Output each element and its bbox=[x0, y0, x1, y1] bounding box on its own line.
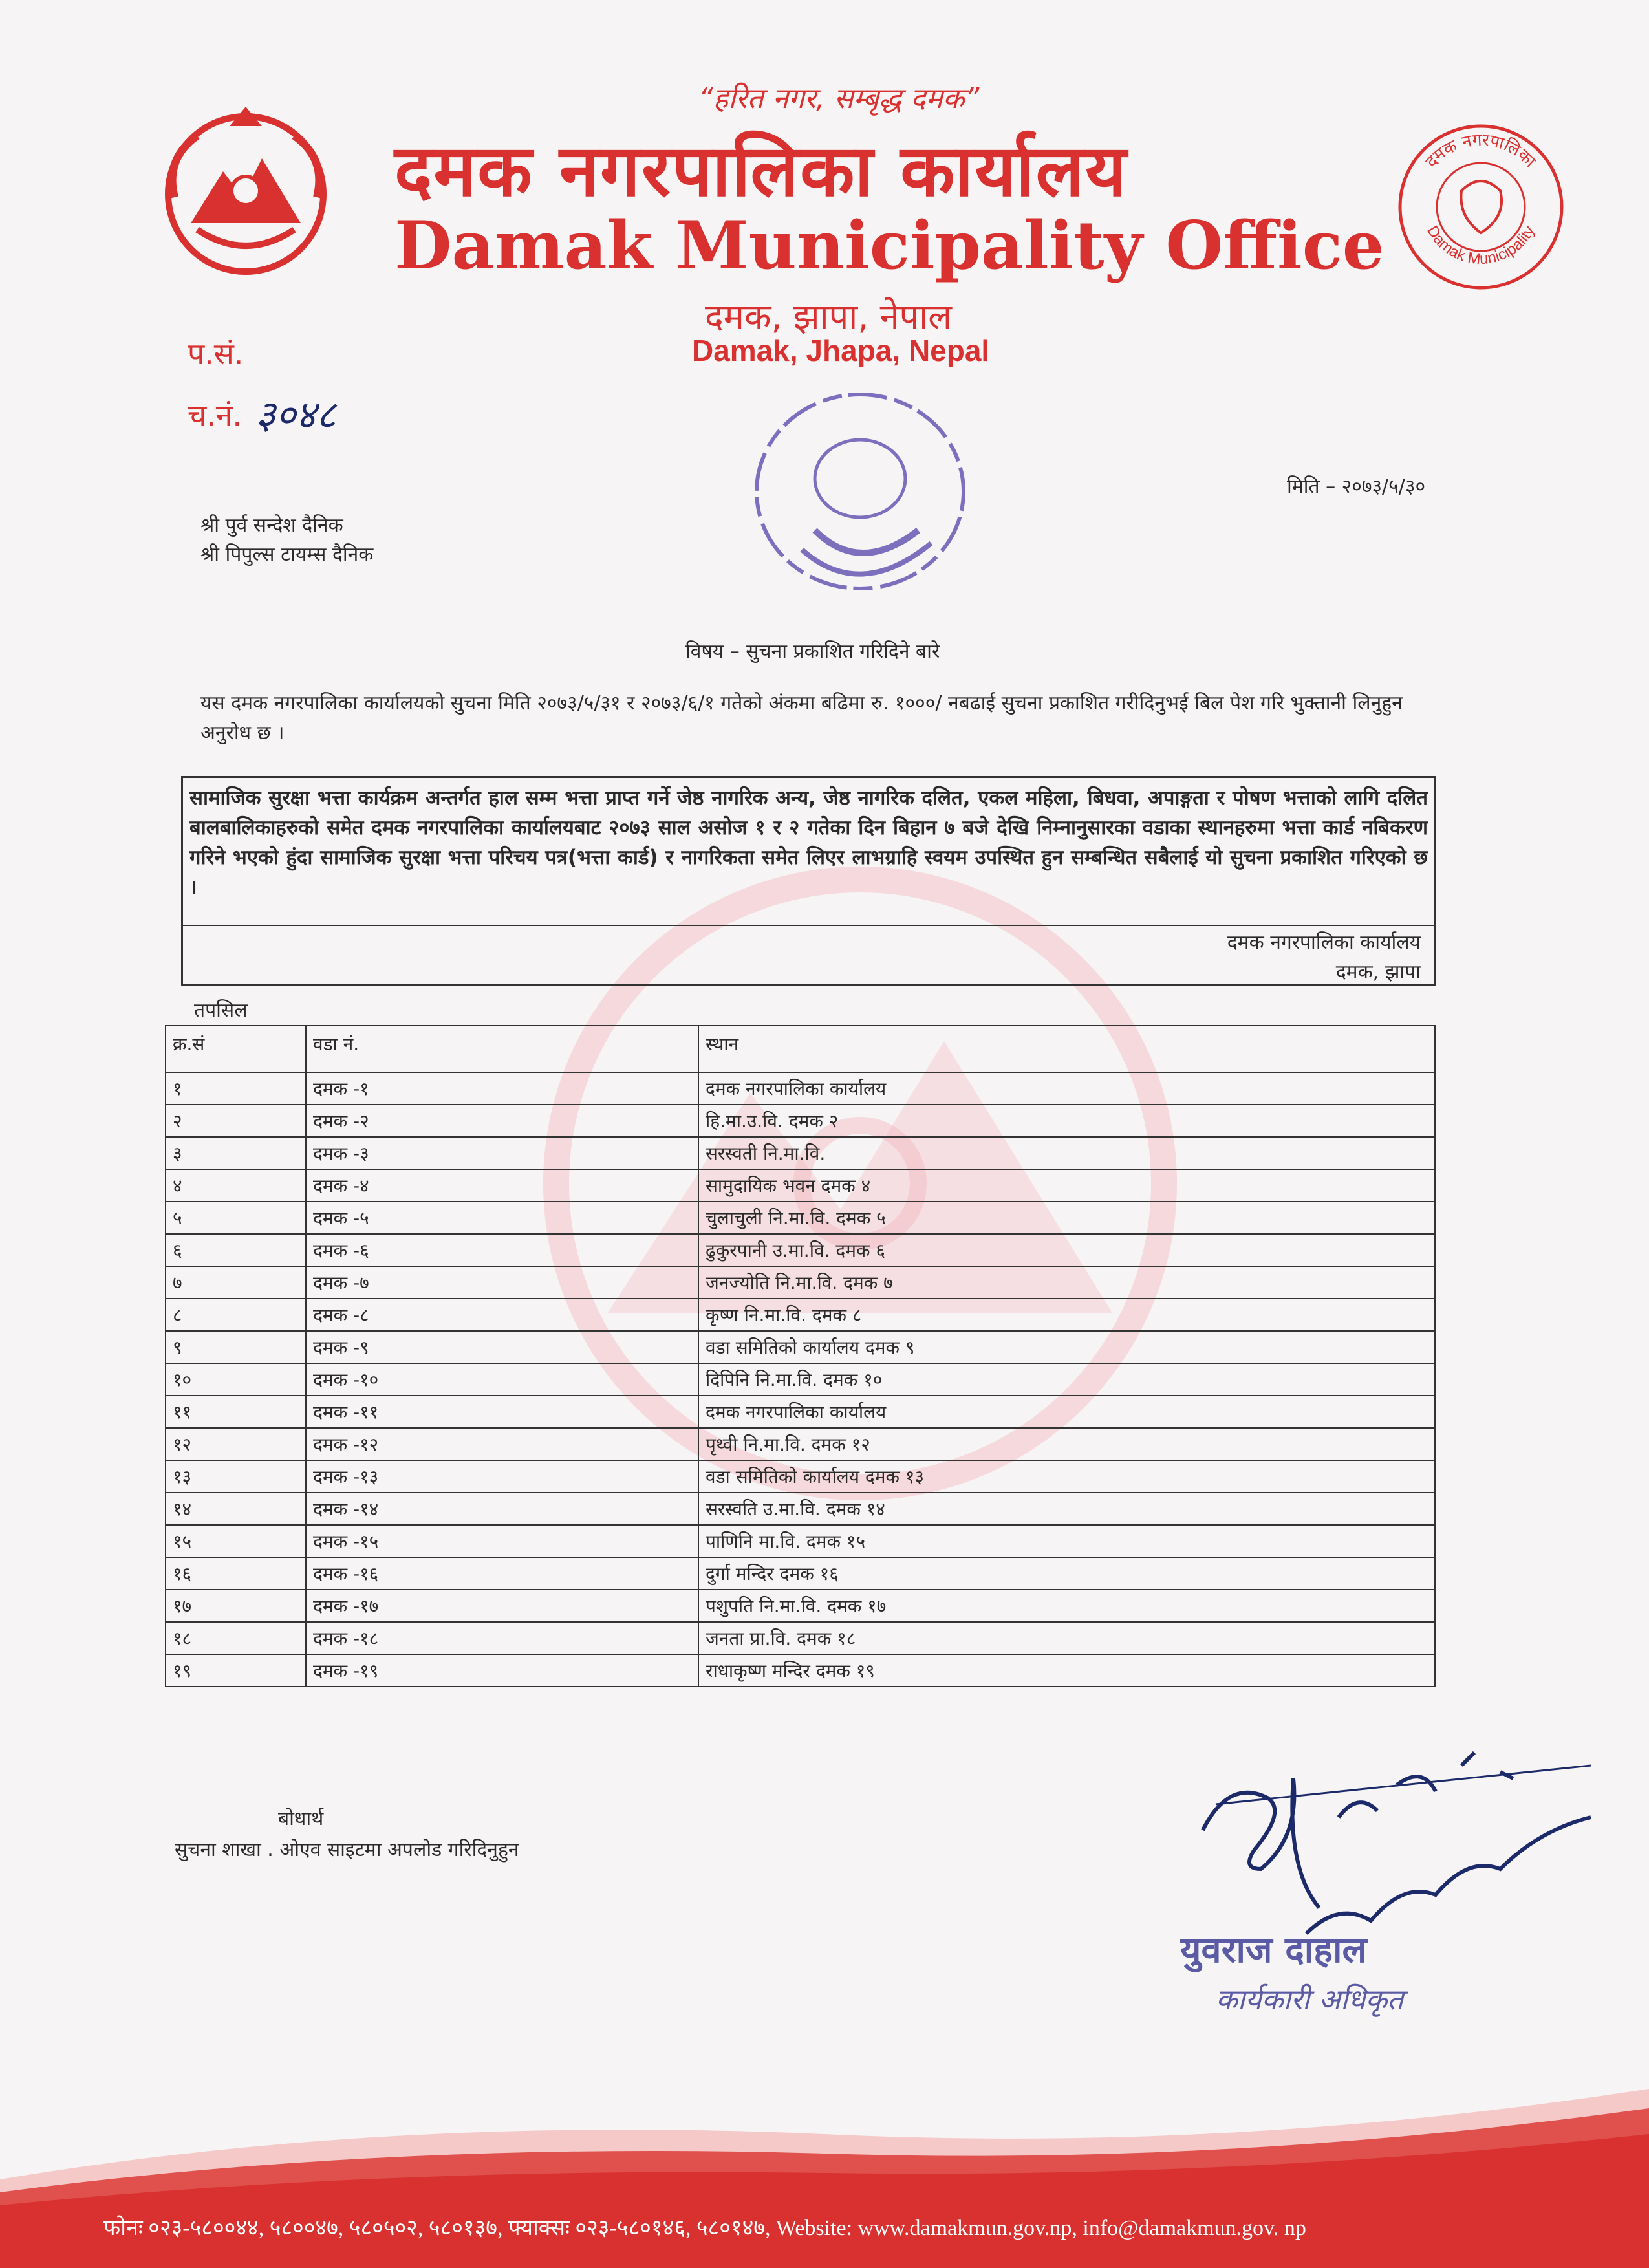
seal-text-top: दमक नगरपालिका bbox=[1421, 130, 1540, 172]
ward-cell: दमक -३ bbox=[306, 1137, 698, 1169]
slogan: “हरित नगर, सम्बृद्ध दमक” bbox=[698, 82, 980, 115]
table-row bbox=[166, 1363, 1435, 1396]
serial-cell: १७ bbox=[166, 1590, 306, 1622]
seal-text-bottom: Damak Municipality bbox=[1423, 222, 1538, 268]
location-cell: सामुदायिक भवन दमक ४ bbox=[698, 1169, 1435, 1202]
table-row bbox=[166, 1137, 1435, 1169]
location-cell: कृष्ण नि.मा.वि. दमक ८ bbox=[698, 1299, 1435, 1331]
location-cell: चुलाचुली नि.मा.वि. दमक ५ bbox=[698, 1202, 1435, 1234]
ward-cell: दमक -११ bbox=[306, 1396, 698, 1428]
letter-date: मिति – २०७३/५/३० bbox=[1287, 475, 1426, 498]
ward-cell: दमक -१९ bbox=[306, 1654, 698, 1687]
notice-text: सामाजिक सुरक्षा भत्ता कार्यक्रम अन्तर्गत हाल सम्म भत्ता प्राप्त गर्ने जेष्ठ नागरिक अन्य, जेष्ठ नागरिक दलित, एकल महिला, बिधवा, अपाङ्गता र पोषण भत्ताको लागि दलित बालबालिकाहरुको समेत दमक नगरपालिका कार्यालयबाट २०७३ साल असोज १ र २ गतेका दिन बिहान ७ बजे देखि निम्नानुसारका वडाका स्थानहरुमा भत्ता कार्ड नबिकरण गरिने भएको हुंदा सामाजिक सुरक्षा भत्ता परिचय पत्र(भत्ता कार्ड) र नागरिकता समेत लिएर लाभग्राहि स्वयम उपस्थित हुन सम्बन्धित सबैलाई यो सुचना प्रकाशित गरिएको छ । bbox=[189, 786, 1428, 899]
serial-cell: ३ bbox=[166, 1137, 306, 1169]
table-row bbox=[166, 1493, 1435, 1525]
location-cell: सरस्वति उ.मा.वि. दमक १४ bbox=[698, 1493, 1435, 1525]
address-nepali: दमक, झापा, नेपाल bbox=[705, 296, 952, 337]
serial-cell: १ bbox=[166, 1072, 306, 1105]
table-row bbox=[166, 1428, 1435, 1460]
public-notice-box bbox=[181, 776, 1436, 986]
table-row bbox=[166, 1460, 1435, 1493]
reference-ps-label: प.सं. bbox=[188, 336, 244, 371]
table-row bbox=[166, 1202, 1435, 1234]
details-label: तपसिल bbox=[194, 999, 248, 1022]
ward-cell: दमक -२ bbox=[306, 1105, 698, 1137]
table-row bbox=[166, 1105, 1435, 1137]
serial-cell: १८ bbox=[166, 1622, 306, 1654]
location-cell: सरस्वती नि.मा.वि. bbox=[698, 1137, 1435, 1169]
serial-cell: ९ bbox=[166, 1331, 306, 1363]
nepal-emblem-icon bbox=[152, 100, 339, 288]
location-cell: पशुपति नि.मा.वि. दमक १७ bbox=[698, 1590, 1435, 1622]
ward-cell: दमक -१३ bbox=[306, 1460, 698, 1493]
location-cell: दुर्गा मन्दिर दमक १६ bbox=[698, 1557, 1435, 1590]
table-row bbox=[166, 1266, 1435, 1299]
ward-cell: दमक -१० bbox=[306, 1363, 698, 1396]
serial-cell: १० bbox=[166, 1363, 306, 1396]
ward-cell: दमक -१५ bbox=[306, 1525, 698, 1557]
notice-place: दमक, झापा bbox=[1335, 961, 1421, 984]
ward-cell: दमक -१८ bbox=[306, 1622, 698, 1654]
office-stamp-icon bbox=[737, 382, 996, 614]
column-header-ward: वडा नं. bbox=[306, 1026, 698, 1072]
notice-issuer: दमक नगरपालिका कार्यालय bbox=[1227, 931, 1421, 954]
cc-label: बोधार्थ bbox=[278, 1808, 324, 1830]
table-header-row bbox=[166, 1026, 1435, 1072]
location-cell: दमक नगरपालिका कार्यालय bbox=[698, 1072, 1435, 1105]
serial-cell: ११ bbox=[166, 1396, 306, 1428]
letter-intro-paragraph: यस दमक नगरपालिका कार्यालयको सुचना मिति २०७३/५/३१ र २०७३/६/१ गतेको अंकमा बढिमा रु. १०००/ नबढाई सुचना प्रकाशित गरीदिनुभई बिल पेश गरि भुक्तानी लिनुहुन अनुरोध छ । bbox=[200, 692, 1403, 744]
ward-cell: दमक -१ bbox=[306, 1072, 698, 1105]
table-row bbox=[166, 1654, 1435, 1687]
location-cell: दिपिनि नि.मा.वि. दमक १० bbox=[698, 1363, 1435, 1396]
office-title-nepali: दमक नगरपालिका कार्यालय bbox=[394, 129, 1128, 212]
serial-cell: ८ bbox=[166, 1299, 306, 1331]
table-row bbox=[166, 1299, 1435, 1331]
location-cell: वडा समितिको कार्यालय दमक ९ bbox=[698, 1331, 1435, 1363]
reference-cn-label: च.नं. bbox=[188, 398, 242, 433]
location-cell: राधाकृष्ण मन्दिर दमक १९ bbox=[698, 1654, 1435, 1687]
signer-title-stamp: कार्यकारी अधिकृत bbox=[1216, 1983, 1404, 2016]
ward-cell: दमक -४ bbox=[306, 1169, 698, 1202]
ward-cell: दमक -६ bbox=[306, 1234, 698, 1266]
location-cell: पाणिनि मा.वि. दमक १५ bbox=[698, 1525, 1435, 1557]
serial-cell: ४ bbox=[166, 1169, 306, 1202]
serial-cell: १६ bbox=[166, 1557, 306, 1590]
location-cell: ढुकुरपानी उ.मा.वि. दमक ६ bbox=[698, 1234, 1435, 1266]
reference-cn-value: ३०४८ bbox=[255, 393, 336, 438]
recipient-line: श्री पिपुल्स टायम्स दैनिक bbox=[200, 543, 374, 566]
serial-cell: ७ bbox=[166, 1266, 306, 1299]
serial-cell: १९ bbox=[166, 1654, 306, 1687]
serial-cell: १५ bbox=[166, 1525, 306, 1557]
ward-cell: दमक -९ bbox=[306, 1331, 698, 1363]
municipality-seal-icon bbox=[1394, 120, 1568, 294]
cc-text: सुचना शाखा . ओएव साइटमा अपलोड गरिदिनुहुन bbox=[175, 1839, 519, 1861]
ward-cell: दमक -१७ bbox=[306, 1590, 698, 1622]
location-cell: जनता प्रा.वि. दमक १८ bbox=[698, 1622, 1435, 1654]
table-row bbox=[166, 1622, 1435, 1654]
address-english: Damak, Jhapa, Nepal bbox=[692, 334, 990, 367]
footer-contact-info: फोनः ०२३-५८००४४, ५८००४७, ५८०५०२, ५८०१३७, फ्याक्सः ०२३-५८०१४६, ५८०१४७, Website: www.damakmun.gov.np, info@damakmun.gov. np bbox=[103, 2216, 1306, 2240]
table-row bbox=[166, 1234, 1435, 1266]
serial-cell: ५ bbox=[166, 1202, 306, 1234]
table-row bbox=[166, 1331, 1435, 1363]
location-cell: जनज्योति नि.मा.वि. दमक ७ bbox=[698, 1266, 1435, 1299]
ward-cell: दमक -५ bbox=[306, 1202, 698, 1234]
table-row bbox=[166, 1525, 1435, 1557]
location-cell: दमक नगरपालिका कार्यालय bbox=[698, 1396, 1435, 1428]
ward-location-table bbox=[165, 1025, 1436, 1687]
ward-cell: दमक -८ bbox=[306, 1299, 698, 1331]
location-cell: पृथ्वी नि.मा.वि. दमक १२ bbox=[698, 1428, 1435, 1460]
ward-cell: दमक -१२ bbox=[306, 1428, 698, 1460]
column-header-serial: क्र.सं bbox=[166, 1026, 306, 1072]
column-header-location: स्थान bbox=[698, 1026, 1435, 1072]
serial-cell: ६ bbox=[166, 1234, 306, 1266]
serial-cell: १२ bbox=[166, 1428, 306, 1460]
table-row bbox=[166, 1590, 1435, 1622]
table-row bbox=[166, 1557, 1435, 1590]
location-cell: हि.मा.उ.वि. दमक २ bbox=[698, 1105, 1435, 1137]
ward-cell: दमक -१४ bbox=[306, 1493, 698, 1525]
svg-text:Damak Municipality bbox=[1423, 222, 1538, 268]
office-title-english: Damak Municipality Office bbox=[394, 207, 1385, 285]
signer-name-stamp: युवराज दाहाल bbox=[1180, 1929, 1367, 1971]
notice-divider bbox=[183, 925, 1434, 926]
ward-cell: दमक -१६ bbox=[306, 1557, 698, 1590]
serial-cell: १३ bbox=[166, 1460, 306, 1493]
table-row bbox=[166, 1396, 1435, 1428]
location-cell: वडा समितिको कार्यालय दमक १३ bbox=[698, 1460, 1435, 1493]
letter-subject: विषय – सुचना प्रकाशित गरिदिने बारे bbox=[685, 640, 940, 663]
serial-cell: १४ bbox=[166, 1493, 306, 1525]
table-row bbox=[166, 1072, 1435, 1105]
ward-cell: दमक -७ bbox=[306, 1266, 698, 1299]
handwritten-signature-icon bbox=[1190, 1740, 1617, 1947]
recipient-line: श्री पुर्व सन्देश दैनिक bbox=[200, 514, 343, 537]
serial-cell: २ bbox=[166, 1105, 306, 1137]
table-row bbox=[166, 1169, 1435, 1202]
